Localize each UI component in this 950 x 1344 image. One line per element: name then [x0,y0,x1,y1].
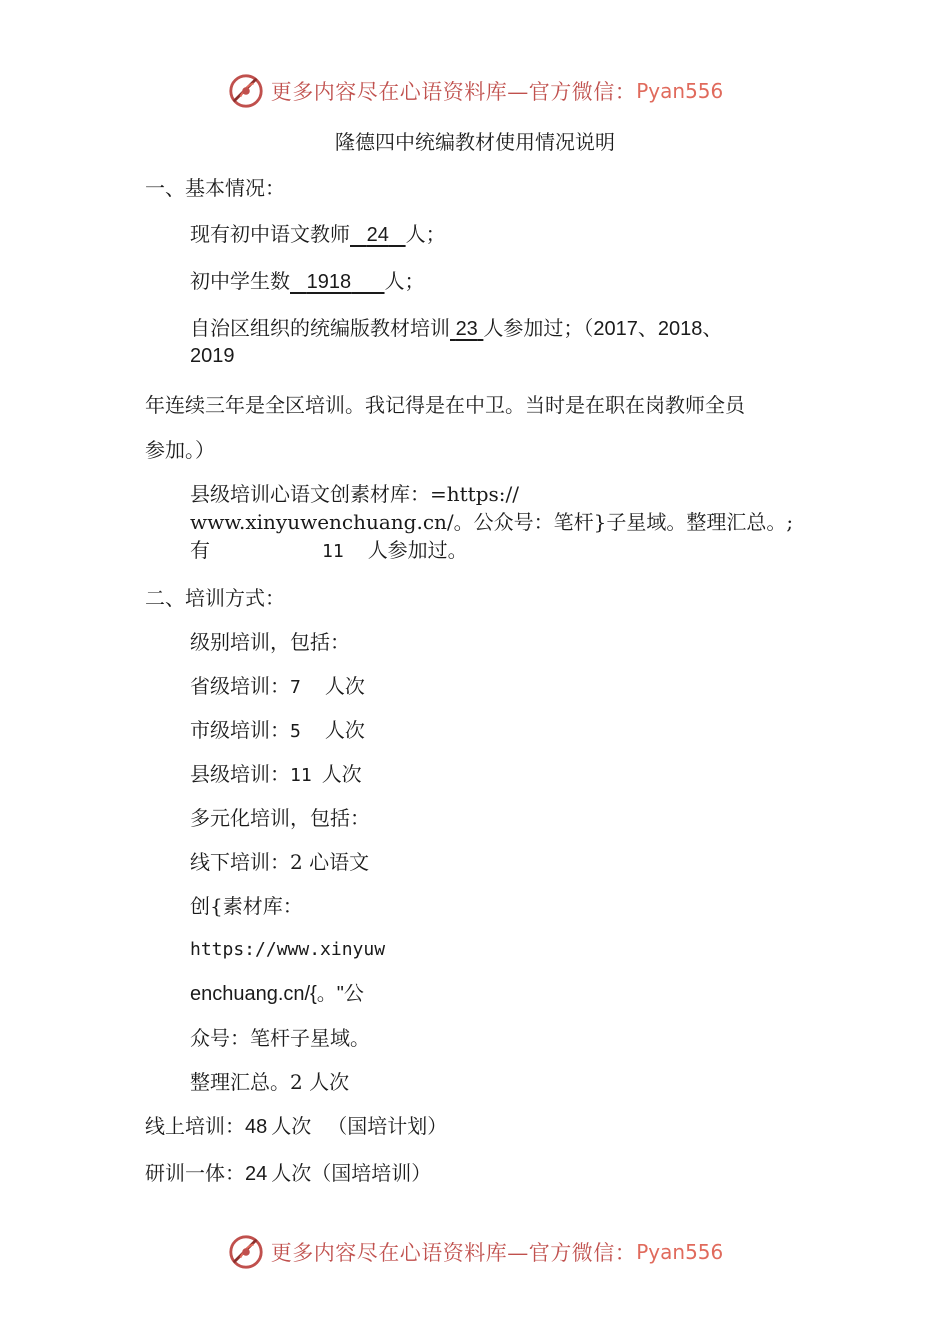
offline-training-line6: 整理汇总。2 人次 [190,1070,350,1094]
county-training-line1: 县级培训心语文创素材库：=https:// [190,482,519,506]
students-count: 1918 [306,271,352,293]
city-training-count: 5 [290,721,301,742]
students-line: 初中学生数 1918 人； [190,269,425,293]
region-training-line: 自治区组织的统编版教材培训 23 人参加过；（2017、2018、 [190,316,723,340]
diverse-training-heading: 多元化培训，包括： [190,806,370,830]
region-training-cont: 年连续三年是全区培训。我记得是在中卫。当时是在职在岗教师全员 [145,393,745,417]
county-training-line3: 有 11 人参加过。 [190,538,468,562]
provincial-training-line: 省级培训：7 人次 [190,674,365,698]
watermark-bottom [0,1233,950,1271]
brand-logo-icon [227,72,265,110]
region-training-year: 2019 [190,345,235,367]
research-training-line: 研训一体：24 人次（国培培训） [145,1161,432,1185]
region-training-count: 23 [455,318,478,340]
level-training-heading: 级别培训，包括： [190,630,350,654]
online-training-line: 线上培训：48 人次 （国培计划） [145,1114,448,1138]
offline-training-line2: 创{素材库： [190,894,303,918]
brand-logo-icon [227,1233,265,1271]
county-level-training-count: 11 [290,765,312,786]
offline-training-line5: 众号：笔杆子星域。 [190,1026,370,1050]
online-training-count: 48 [245,1116,268,1138]
document-title: 隆德四中统编教材使用情况说明 [335,130,615,154]
county-training-line2: www.xinyuwenchuang.cn/。公众号：笔杆}子星域。整理汇总。; [190,510,794,534]
offline-training-line3: https://www.xinyuw [190,939,386,960]
teachers-count: 24 [366,224,389,246]
offline-training-line1: 线下培训：2 心语文 [190,850,370,874]
watermark-account: Pyan556 [636,79,724,103]
section2-heading: 二、培训方式： [145,586,285,610]
teachers-line: 现有初中语文教师 24 人； [190,222,446,246]
region-training-end: 参加。） [145,438,215,462]
watermark-text: 更多内容尽在心语资料库—官方微信： [270,80,637,104]
research-training-count: 24 [245,1163,268,1185]
watermark-account: Pyan556 [636,1240,724,1264]
watermark-text: 更多内容尽在心语资料库—官方微信： [270,1241,637,1265]
provincial-training-count: 7 [290,677,301,698]
county-level-training-line: 县级培训：11 人次 [190,762,362,786]
watermark-top [0,72,950,110]
offline-training-line4: enchuang.cn/{。"公 [190,983,364,1005]
county-training-count: 11 [322,541,344,562]
city-training-line: 市级培训：5 人次 [190,718,365,742]
section1-heading: 一、基本情况： [145,176,285,200]
